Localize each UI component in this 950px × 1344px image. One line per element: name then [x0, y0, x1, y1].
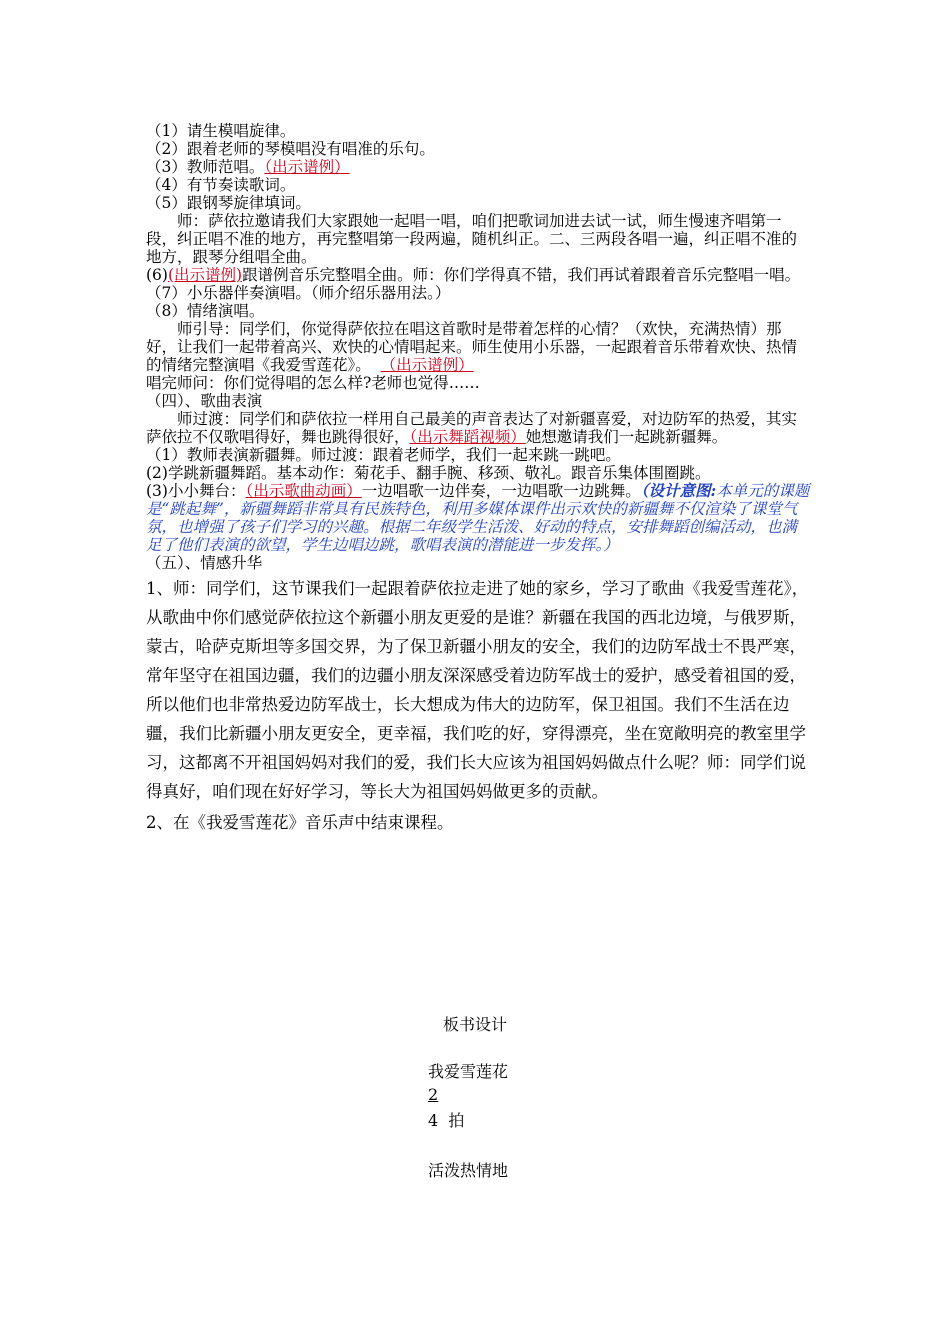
board-meter-bottom: [428, 1111, 464, 1131]
board-song-title: 我爱雪莲花: [428, 1062, 509, 1081]
guide-paragraph: [146, 320, 810, 374]
section-4-title: （四）、歌曲表演: [146, 392, 263, 410]
dance-step-1: （1）教师表演新疆舞。师过渡：跟着老师学，我们一起来跳一跳吧。: [146, 446, 621, 464]
transition-paragraph: [146, 410, 810, 446]
step-4: （4）有节奏读歌词。: [146, 176, 296, 194]
step-6: [146, 266, 810, 284]
section-5-title: （五）、情感升华: [146, 554, 263, 572]
step-7: （7）小乐器伴奏演唱。（师介绍乐器用法。）: [146, 284, 451, 302]
section-5-paragraph-1: 1、师：同学们，这节课我们一起跟着萨依拉走进了她的家乡，学习了歌曲《我爱雪莲花》，从歌曲中你们感觉萨依拉这个新疆小朋友更爱的是谁？新疆在我国的西北边境，与俄罗斯，蒙古，哈萨克斯坦等多国交界，为了保卫新疆小朋友的安全，我们的边防军战士不畏严寒，常年坚守在祖国边疆，我们的边疆小朋友深深感受着边防军战士的爱护，感受着祖国的爱，所以他们也非常热爱边防军战士，长大想成为伟大的边防军，保卫祖国。我们不生活在边疆，我们比新疆小朋友更安全，更幸福，我们吃的好，穿得漂亮，坐在宽敞明亮的教室里学习，这都离不开祖国妈妈对我们的爱，我们长大应该为祖国妈妈做点什么呢？师：同学们说得真好，咱们现在好好学习，等长大为祖国妈妈做更多的贡献。: [146, 579, 809, 801]
transition-text-a: 师过渡：同学们和萨依拉一样用自己最美的声音表达了对新疆喜爱，对边防军的热爱，其实萨依拉不仅歌唱得好，舞也跳得很好，: [146, 410, 798, 446]
lesson-plan-body: [146, 122, 810, 837]
meter-denominator: 4: [428, 1111, 439, 1130]
after-sing: 唱完师问：你们觉得唱的怎么样?老师也觉得……: [146, 374, 480, 392]
transition-text-b: 她想邀请我们一起跳新疆舞。: [525, 428, 728, 446]
step-6-text: 跟谱例音乐完整唱全曲。师：你们学得真不错，我们再试着跟着音乐完整唱一唱。: [242, 266, 801, 284]
show-score-link-2[interactable]: (出示谱例): [167, 266, 243, 284]
teacher-paragraph-1: 师：萨依拉邀请我们大家跟她一起唱一唱，咱们把歌词加进去试一试，师生慢速齐唱第一段，纠正唱不准的地方，再完整唱第一段两遍，随机纠正。二、三两段各唱一遍，纠正唱不准的地方，跟琴分组唱全曲。: [146, 212, 798, 266]
guide-text: 师引导：同学们，你觉得萨依拉在唱这首歌时是带着怎样的心情？（欢快，充满热情）那好，让我们一起带着高兴、欢快的心情唱起来。师生使用小乐器，一起跟着音乐带着欢快、热情的情绪完整演唱《我爱雪莲花》。: [146, 320, 798, 374]
step-8: （8）情绪演唱。: [146, 302, 265, 320]
dance-step-3-text: 一边唱歌一边伴奏，一边唱歌一边跳舞。: [361, 482, 641, 500]
step-3: [146, 158, 810, 176]
board-mood: 活泼热情地: [428, 1161, 509, 1180]
board-design-title: 板书设计: [442, 1015, 507, 1034]
show-score-link[interactable]: （出示谱例）: [264, 158, 350, 176]
show-song-animation-link[interactable]: （出示歌曲动画）: [245, 482, 362, 500]
design-intent-label: （设计意图:: [640, 481, 717, 500]
step-3-text: （3）教师范唱。: [146, 158, 265, 176]
step-1: （1）请生模唱旋律。: [146, 122, 296, 140]
board-meter: [428, 1085, 443, 1105]
section-5-paragraph-2: 2、在《我爱雪莲花》音乐声中结束课程。: [146, 813, 454, 832]
design-intent-text: 本单元的课题是“跳起舞”，新疆舞蹈非常具有民族特色，利用多媒体课件出示欢快的新疆舞不仅渲染了课堂气氛，也增强了孩子们学习的兴趣。根据二年级学生活泼、好动的特点，安排舞蹈创编活动，也满足了他们表演的欲望，学生边唱边跳，歌唱表演的潜能进一步发挥。）: [146, 482, 810, 554]
step-2: （2）跟着老师的琴模唱没有唱准的乐句。: [146, 140, 435, 158]
show-dance-video-link[interactable]: （出示舞蹈视频）: [409, 428, 526, 446]
dance-step-3: [146, 482, 810, 554]
meter-numerator: 2: [428, 1085, 439, 1104]
meter-word: 拍: [448, 1111, 465, 1130]
dance-step-3-prefix: (3)小小舞台：: [146, 482, 246, 500]
step-6-prefix: (6): [146, 266, 168, 284]
show-score-link-3[interactable]: （出示谱例）: [380, 356, 474, 374]
step-5: （5）跟钢琴旋律填词。: [146, 194, 311, 212]
dance-step-2: (2)学跳新疆舞蹈。基本动作：菊花手、翻手腕、移颈、敬礼。跟音乐集体围圈跳。: [146, 464, 711, 482]
